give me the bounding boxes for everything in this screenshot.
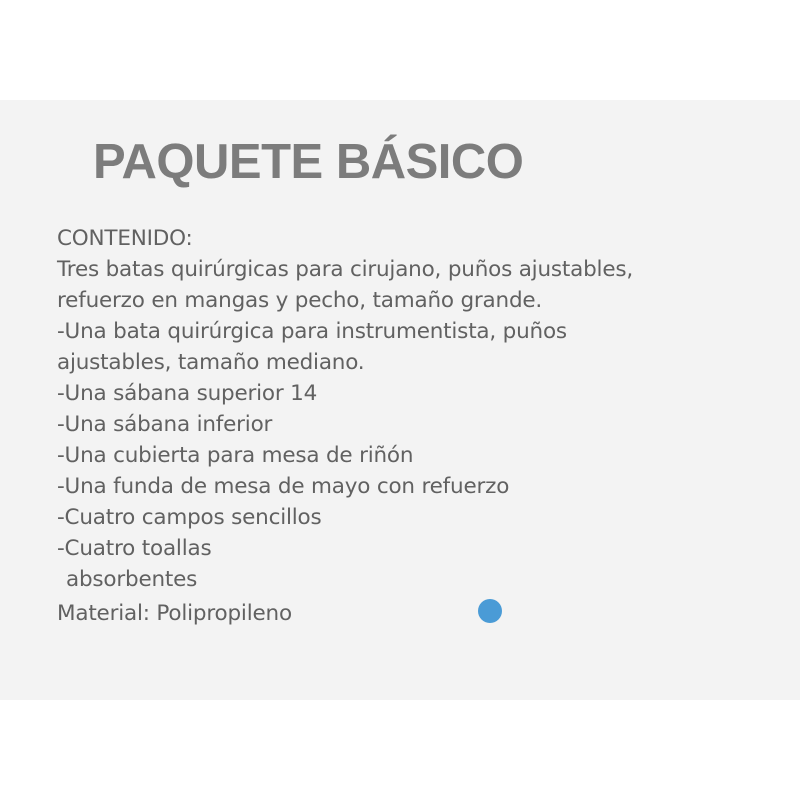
blue-dot-indicator xyxy=(478,599,502,623)
contents-line: absorbentes xyxy=(66,567,198,592)
material-line: Material: Polipropileno xyxy=(57,601,292,626)
contents-line: -Cuatro campos sencillos xyxy=(57,505,322,530)
contents-line: refuerzo en mangas y pecho, tamaño grande. xyxy=(57,288,543,313)
package-contents xyxy=(57,223,757,629)
contents-line: ajustables, tamaño mediano. xyxy=(57,350,365,375)
contents-line: Tres batas quirúrgicas para cirujano, puños ajustables, xyxy=(57,257,633,282)
contents-line: -Una sábana superior 14 xyxy=(57,381,318,406)
contents-header: CONTENIDO: xyxy=(57,226,193,251)
contents-line: -Una funda de mesa de mayo con refuerzo xyxy=(57,474,510,499)
contents-line: -Cuatro toallas xyxy=(57,536,212,561)
package-title: PAQUETE BÁSICO xyxy=(93,135,524,189)
contents-line: -Una cubierta para mesa de riñón xyxy=(57,443,414,468)
contents-line: -Una bata quirúrgica para instrumentista, puños xyxy=(57,319,567,344)
contents-line: -Una sábana inferior xyxy=(57,412,273,437)
